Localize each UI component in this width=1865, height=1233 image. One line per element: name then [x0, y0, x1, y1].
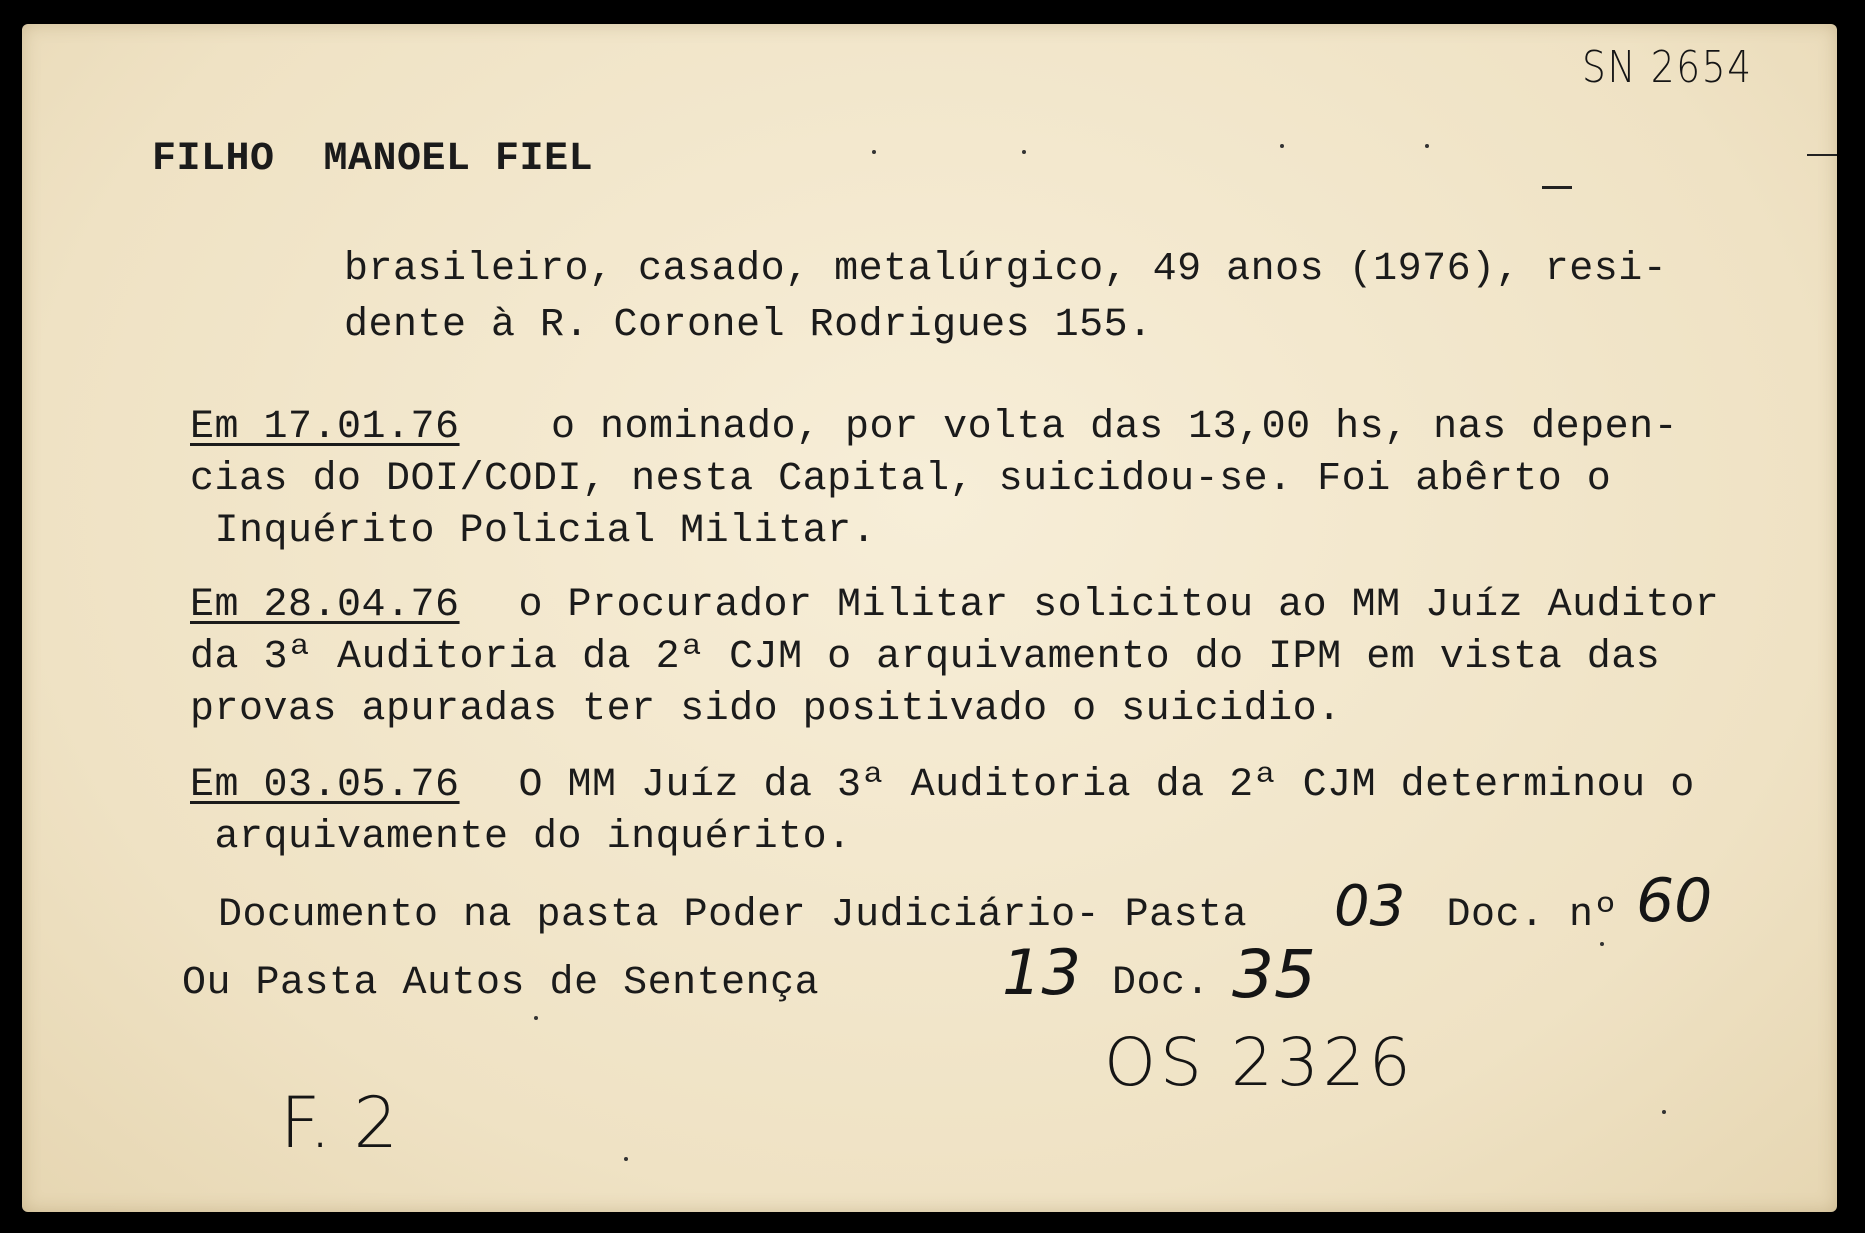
entry-text: provas apuradas ter sido positivado o suicidio. [190, 687, 1342, 732]
entry-text: O MM Juíz da 3ª Auditoria da 2ª CJM determinou o [494, 763, 1695, 808]
edge-mark [1807, 154, 1837, 156]
autos-pasta-handwritten: 13 [1002, 936, 1081, 1009]
person-name: FILHO MANOEL FIEL [152, 137, 594, 182]
entry-date: Em 17.01.76 [190, 405, 460, 450]
speck [1425, 144, 1429, 148]
speck [872, 150, 876, 154]
speck [1662, 1110, 1666, 1114]
entry-text: cias do DOI/CODI, nesta Capital, suicidou-se. Foi abêrto o [190, 457, 1612, 502]
serial-number: SN 2654 [1582, 42, 1753, 93]
index-card [22, 24, 1837, 1212]
autos-doc-handwritten: 35 [1232, 936, 1316, 1013]
margin-dash [1542, 186, 1572, 189]
entry-date: Em 28.04.76 [190, 583, 460, 628]
pasta-number-handwritten: 03 [1334, 874, 1406, 939]
speck [624, 1157, 628, 1161]
entry-text: o nominado, por volta das 13,00 hs, nas depen- [502, 405, 1679, 450]
doc-number-handwritten: 60 [1636, 866, 1713, 936]
entry-text: da 3ª Auditoria da 2ª CJM o arquivamento do IPM em vista das [190, 635, 1661, 680]
speck [534, 1016, 538, 1020]
intro-line-1: brasileiro, casado, metalúrgico, 49 anos (1976), resi- [344, 247, 1668, 292]
entry-text: Inquérito Policial Militar. [190, 509, 877, 554]
doc-number-label: Doc. nº [1422, 893, 1619, 938]
document-location-text: Documento na pasta Poder Judiciário- Pasta [218, 893, 1248, 938]
os-number-handwritten: OS 2326 [1104, 1024, 1415, 1101]
speck [1600, 942, 1604, 946]
entry-date: Em 03.05.76 [190, 763, 460, 808]
intro-line-2: dente à R. Coronel Rodrigues 155. [344, 303, 1153, 348]
speck [1022, 150, 1026, 154]
file-mark-handwritten: F. 2 [280, 1082, 399, 1164]
autos-location-text: Ou Pasta Autos de Sentença [182, 961, 820, 1006]
entry-text: arquivamente do inquérito. [190, 815, 852, 860]
autos-doc-label: Doc. [1112, 961, 1211, 1006]
entry-text: o Procurador Militar solicitou ao MM Juíz Auditor [494, 583, 1720, 628]
speck [1280, 144, 1284, 148]
